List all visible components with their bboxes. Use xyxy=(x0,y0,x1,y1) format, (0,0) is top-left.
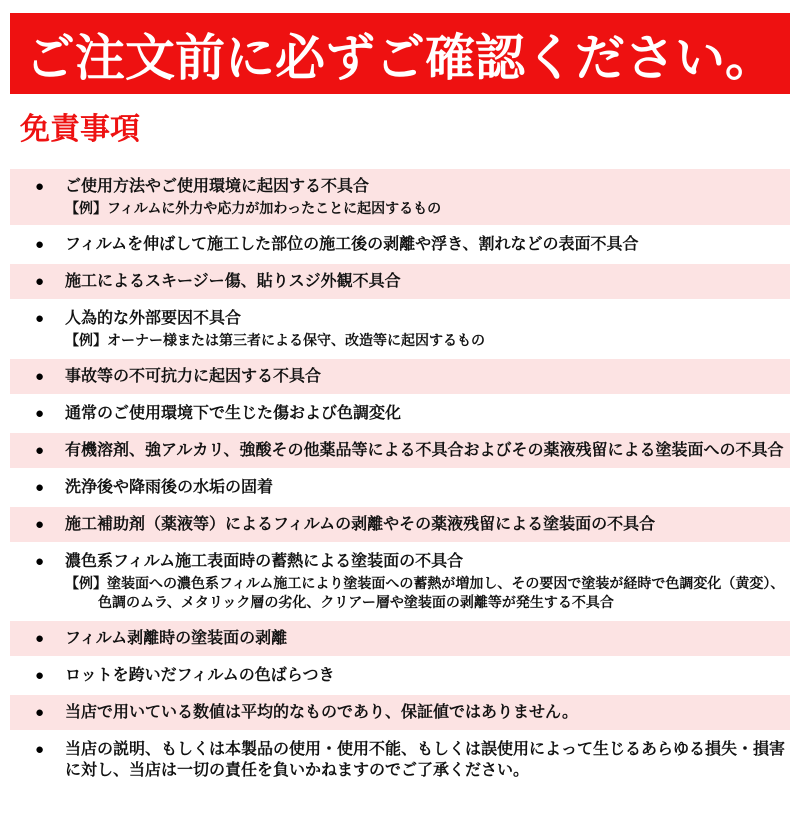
item-text xyxy=(65,628,788,649)
bullet-icon: ● xyxy=(35,368,45,385)
disclaimer-item xyxy=(10,359,790,394)
item-text xyxy=(65,271,788,292)
item-text xyxy=(65,176,788,218)
bullet-icon: ● xyxy=(35,479,45,496)
item-text xyxy=(65,514,788,535)
bullet-icon: ● xyxy=(35,273,45,290)
item-text xyxy=(65,665,788,686)
item-text xyxy=(65,366,788,387)
item-main-text: ロットを跨いだフィルムの色ばらつき xyxy=(65,667,335,684)
bullet-icon: ● xyxy=(35,741,45,758)
item-main-text: 有機溶剤、強アルカリ、強酸その他薬品等による不具合およびその薬液残留による塗装面への不具合 xyxy=(65,442,784,459)
bullet-icon: ● xyxy=(35,178,45,195)
disclaimer-list xyxy=(0,169,800,781)
disclaimer-item xyxy=(10,403,790,424)
item-main-text: ご使用方法やご使用環境に起因する不具合 xyxy=(65,178,370,195)
item-main-text: フィルムを伸ばして施工した部位の施工後の剥離や浮き、割れなどの表面不具合 xyxy=(65,236,639,253)
bullet-icon: ● xyxy=(35,442,45,459)
item-text xyxy=(65,403,788,424)
disclaimer-item xyxy=(10,507,790,542)
item-main-text: 施工補助剤（薬液等）によるフィルムの剥離やその薬液残留による塗装面の不具合 xyxy=(65,516,656,533)
disclaimer-item xyxy=(10,433,790,468)
disclaimer-item xyxy=(10,169,790,225)
item-text xyxy=(65,551,788,612)
item-main-text: 事故等の不可抗力に起因する不具合 xyxy=(65,368,322,385)
disclaimer-item xyxy=(10,308,790,350)
disclaimer-item xyxy=(10,621,790,656)
item-main-text: 当店で用いている数値は平均的なものであり、保証値ではありません。 xyxy=(65,704,578,721)
item-main-text: フィルム剥離時の塗装面の剥離 xyxy=(65,630,288,647)
item-example-text: 【例】塗装面への濃色系フィルム施工により塗装面への蓄熱が増加し、その要因で塗装が経時で色調変化（黄変）、 色調のムラ、メタリック層の劣化、クリアー層や塗装面の剥離等が発生する不具合 xyxy=(65,575,785,610)
disclaimer-item xyxy=(10,234,790,255)
item-text xyxy=(65,702,788,723)
bullet-icon: ● xyxy=(35,310,45,327)
item-text xyxy=(65,739,788,781)
disclaimer-item xyxy=(10,477,790,498)
item-example-text: 【例】フィルムに外力や応力が加わったことに起因するもの xyxy=(65,200,442,216)
banner-title: ご注文前に必ずご確認ください。 xyxy=(25,29,775,86)
item-main-text: 施工によるスキージー傷、貼りスジ外観不具合 xyxy=(65,273,401,290)
bullet-icon: ● xyxy=(35,236,45,253)
bullet-icon: ● xyxy=(35,405,45,422)
item-main-text: 通常のご使用環境下で生じた傷および色調変化 xyxy=(65,405,402,422)
disclaimer-item xyxy=(10,665,790,686)
bullet-icon: ● xyxy=(35,704,45,721)
disclaimer-item xyxy=(10,739,790,781)
bullet-icon: ● xyxy=(35,516,45,533)
bullet-icon: ● xyxy=(35,667,45,684)
bullet-icon: ● xyxy=(35,630,45,647)
item-text xyxy=(65,308,788,350)
item-text xyxy=(65,477,788,498)
confirm-banner xyxy=(10,13,790,94)
item-text xyxy=(65,440,788,461)
page xyxy=(0,13,800,813)
item-main-text: 人為的な外部要因不具合 xyxy=(65,310,242,327)
disclaimer-item xyxy=(10,551,790,612)
item-main-text: 濃色系フィルム施工表面時の蓄熱による塗装面の不具合 xyxy=(65,553,464,570)
item-main-text: 当店の説明、もしくは本製品の使用・使用不能、もしくは誤使用によって生じるあらゆる損失・損害 に対し、当店は一切の責任を負いかねますのでご了承ください。 xyxy=(65,741,786,779)
item-text xyxy=(65,234,788,255)
bullet-icon: ● xyxy=(35,553,45,570)
item-example-text: 【例】オーナー様または第三者による保守、改造等に起因するもの xyxy=(65,332,485,348)
disclaimer-item xyxy=(10,264,790,299)
disclaimer-heading: 免責事項 xyxy=(20,113,140,146)
item-main-text: 洗浄後や降雨後の水垢の固着 xyxy=(65,479,274,496)
disclaimer-item xyxy=(10,695,790,730)
